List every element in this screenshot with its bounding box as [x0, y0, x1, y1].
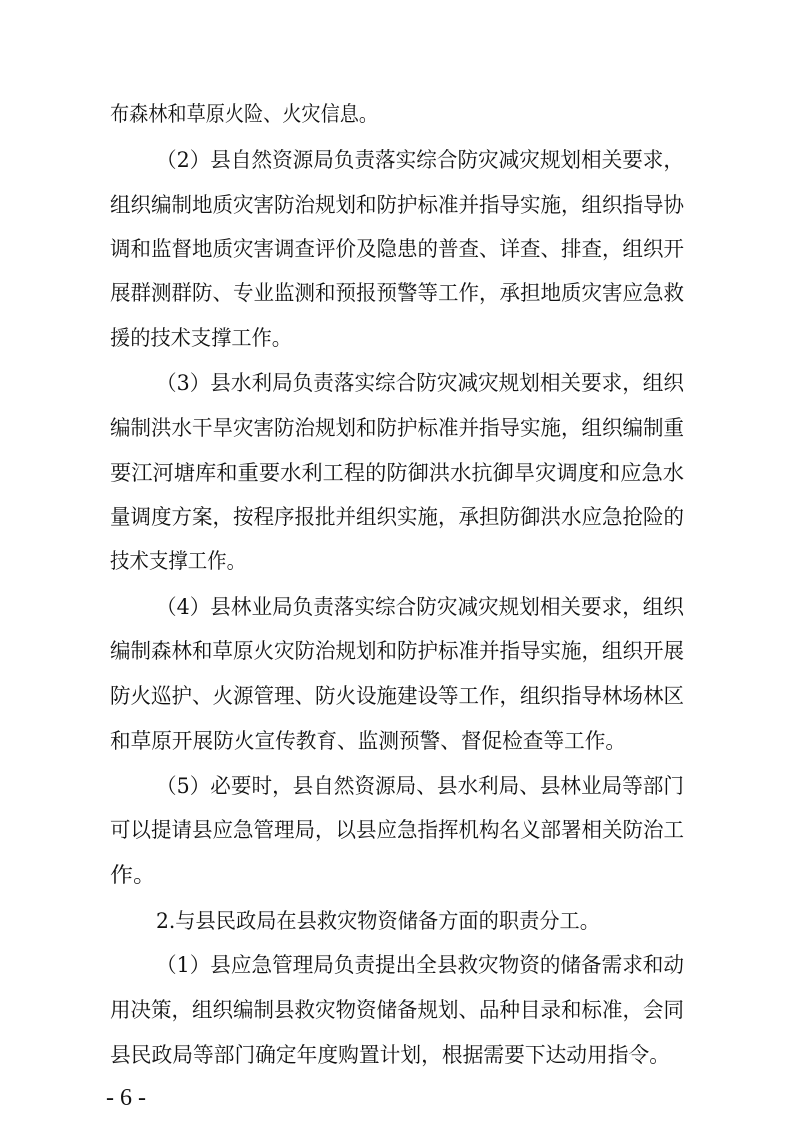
- text-line: [0, 415, 793, 441]
- text-line-content: 编制森林和草原火灾防治规划和防护标准并指导实施，组织开展: [110, 639, 684, 663]
- text-line: [0, 1042, 793, 1068]
- text-line-content: 防火巡护、火源管理、防火设施建设等工作，组织指导林场林区: [110, 684, 684, 708]
- text-line: [0, 728, 793, 754]
- text-line-content: 县民政局等部门确定年度购置计划，根据需要下达动用指令。: [110, 1043, 670, 1067]
- text-line-content: （1）县应急管理局负责提出全县救灾物资的储备需求和动: [156, 953, 684, 977]
- text-line: [0, 997, 793, 1023]
- text-line-content: （3）县水利局负责落实综合防灾减灾规划相关要求，组织: [156, 371, 684, 395]
- text-line-content: 2.与县民政局在县救灾物资储备方面的职责分工。: [156, 909, 600, 933]
- text-line: [0, 101, 793, 127]
- text-line: [0, 504, 793, 530]
- text-line-content: 编制洪水干旱灾害防治规划和防护标准并指导实施，组织编制重: [110, 416, 684, 440]
- text-line-content: （2）县自然资源局负责落实综合防灾减灾规划相关要求，: [156, 148, 684, 172]
- text-line: [0, 192, 793, 218]
- text-line: [0, 460, 793, 486]
- text-line-content: 可以提请县应急管理局，以县应急指挥机构名义部署相关防治工: [110, 818, 684, 842]
- text-line-content: （4）县林业局负责落实综合防灾减灾规划相关要求，组织: [156, 595, 684, 619]
- text-line-content: （5）必要时，县自然资源局、县水利局、县林业局等部门: [156, 774, 684, 798]
- text-line: [0, 236, 793, 262]
- text-line: [0, 370, 793, 396]
- text-line-content: 用决策，组织编制县救灾物资储备规划、品种目录和标准，会同: [110, 998, 684, 1022]
- text-line: [0, 638, 793, 664]
- text-line-content: 作。: [110, 863, 156, 887]
- text-line: [0, 548, 793, 574]
- text-line: [0, 952, 793, 978]
- page-number: - 6 -: [106, 1085, 146, 1111]
- text-line: [0, 817, 793, 843]
- text-line: [0, 683, 793, 709]
- text-line: [0, 862, 793, 888]
- text-line: [0, 280, 793, 306]
- text-line-content: 技术支撑工作。: [110, 549, 246, 573]
- text-line-content: 和草原开展防火宣传教育、监测预警、督促检查等工作。: [110, 729, 626, 753]
- text-line-content: 援的技术支撑工作。: [110, 326, 292, 350]
- text-line-content: 要江河塘库和重要水利工程的防御洪水抗御旱灾调度和应急水: [110, 461, 684, 485]
- text-line-content: 展群测群防、专业监测和预报预警等工作，承担地质灾害应急救: [110, 281, 684, 305]
- text-line: [0, 908, 793, 934]
- text-line: [0, 773, 793, 799]
- text-line-content: 量调度方案，按程序报批并组织实施，承担防御洪水应急抢险的: [110, 505, 684, 529]
- text-line-content: 调和监督地质灾害调查评价及隐患的普查、详查、排查，组织开: [110, 237, 684, 261]
- text-line-content: 组织编制地质灾害防治规划和防护标准并指导实施，组织指导协: [110, 193, 684, 217]
- text-line-content: 布森林和草原火险、火灾信息。: [110, 102, 378, 126]
- text-line: [0, 147, 793, 173]
- text-line: [0, 325, 793, 351]
- text-line: [0, 594, 793, 620]
